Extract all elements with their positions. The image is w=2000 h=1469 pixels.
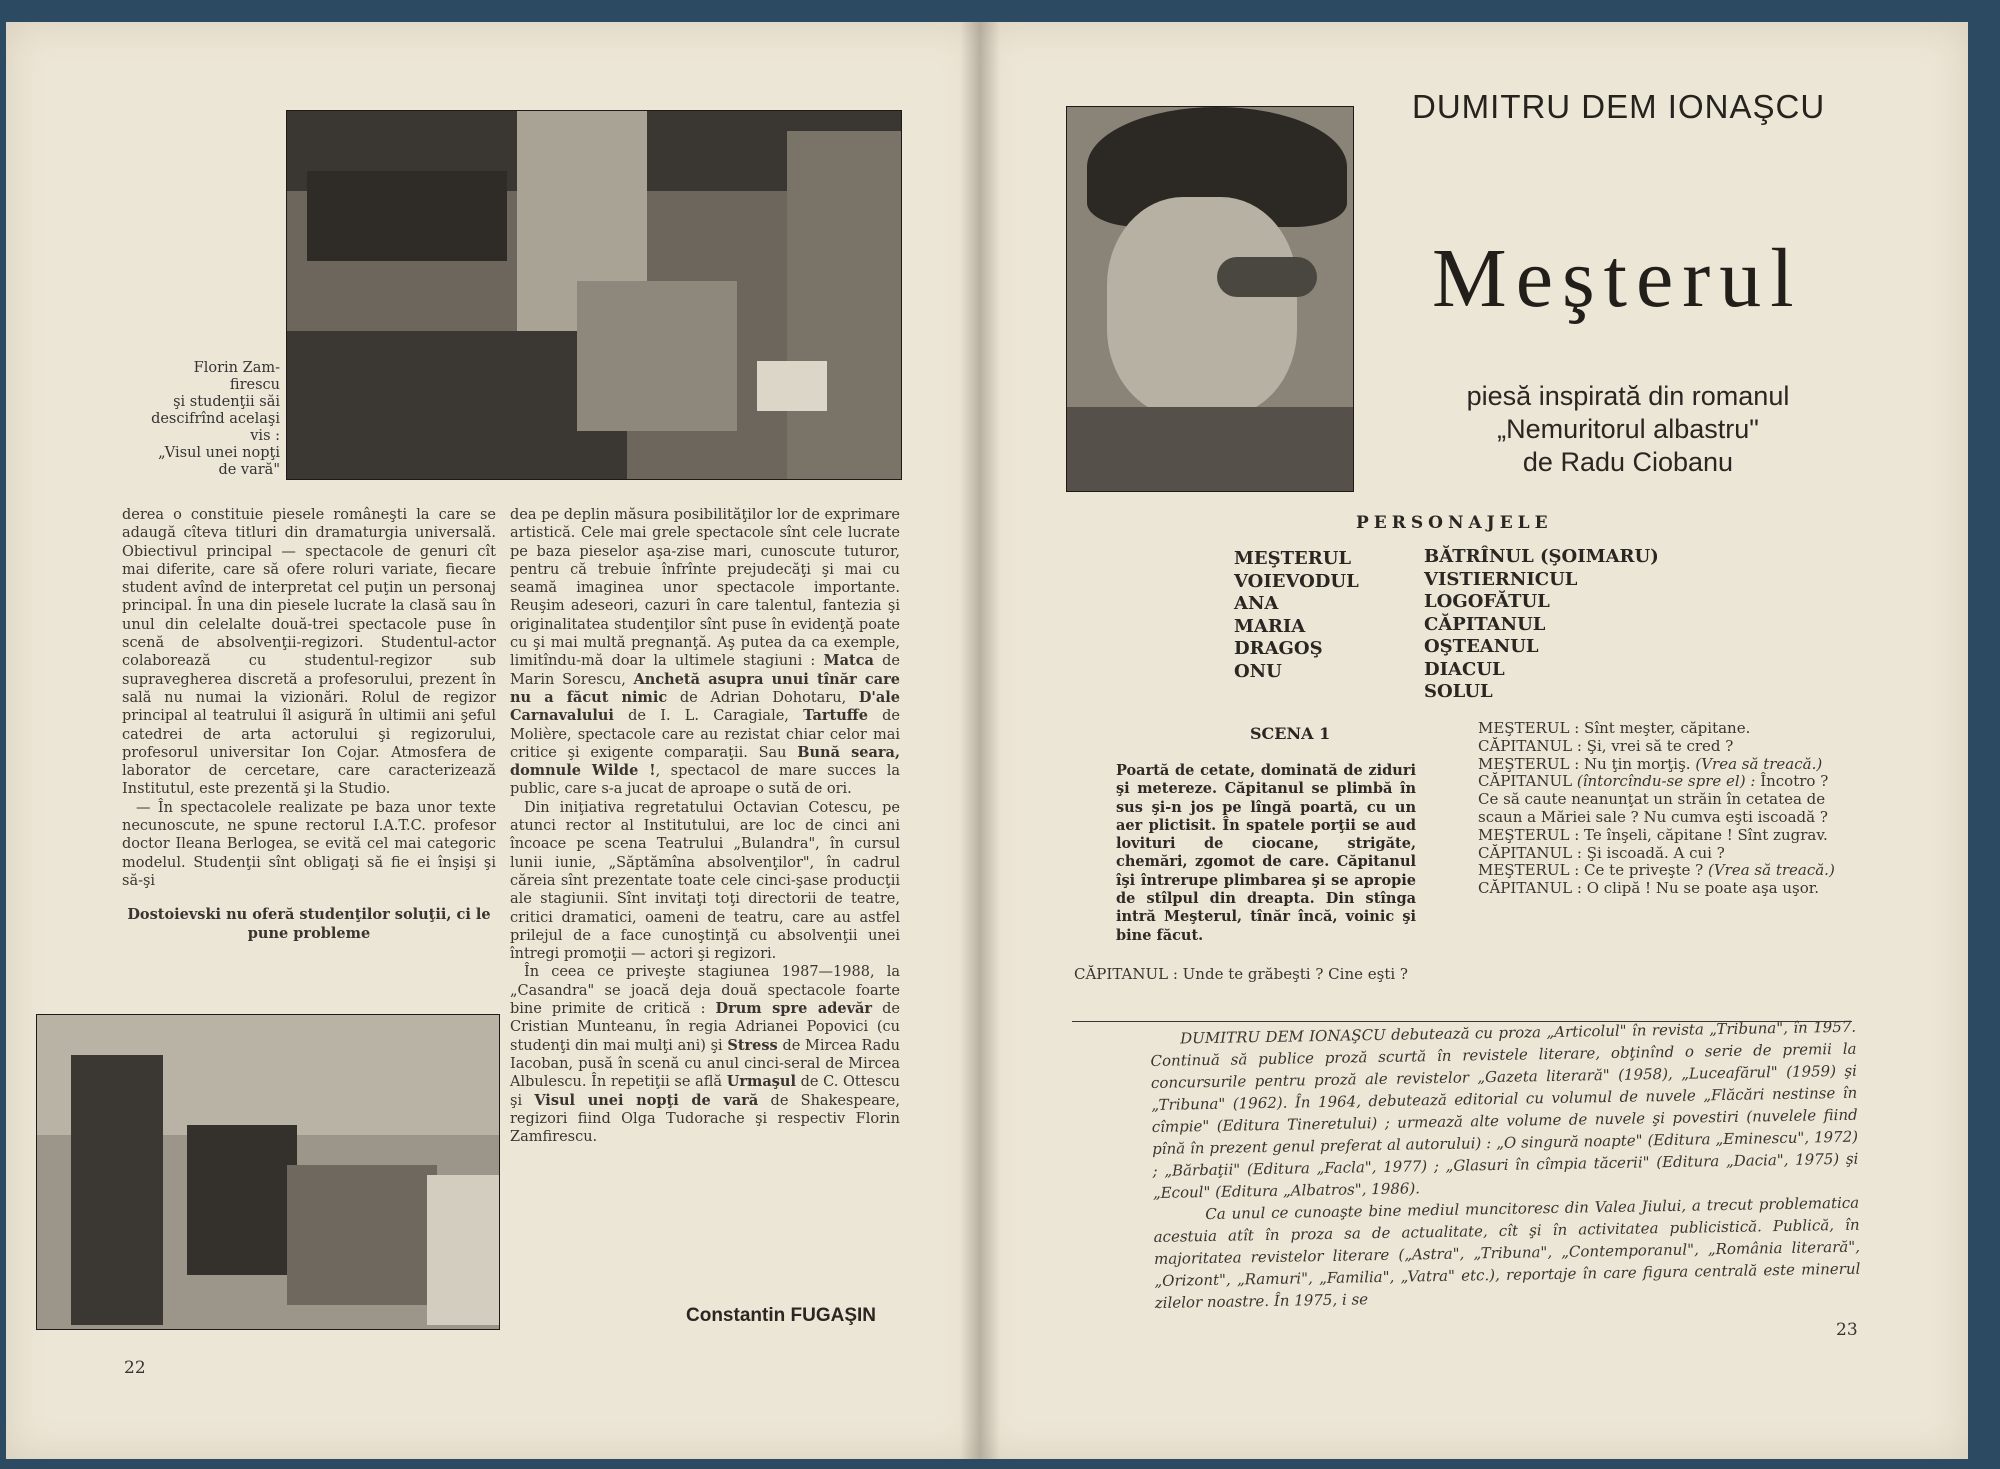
play-subtitle xyxy=(1408,380,1848,479)
dialogue-text: Ce te priveşte ? xyxy=(1584,861,1704,880)
character-name: MEŞTERUL xyxy=(1234,548,1352,569)
article-paragraph: derea o constituie piesele româneşti la care se adaugă cîteva titluri din dramaturgia universală. Obiectivul principal — spectacole de genuri cît mai diferite, care să ofere roluri variate, fiecare student avînd de interpretat cel puţin un personaj principal. În una din piesele lucrate la clasă sau în unul din celelalte două-trei spectacole puse în scenă de absolvenţii-regizori. Studentul-actor colaborează cu studentul-regizor sub supravegherea discretă a profesorului, prezent în sală nu numai la vizionări. Rolul de regizor principal al teatrului îl asigură în ultimii ani şeful catedrei de arta actorului şi regizorului, profesorul universitar Ion Cojar. Atmosfera de laborator de cercetare, care caracterizează Institutul, este prezentă şi la Studio. xyxy=(122,507,496,798)
dialogue-text: Sînt meşter, căpitane. xyxy=(1584,719,1751,737)
play-author: DUMITRU DEM IONAŞCU xyxy=(1412,88,1826,125)
speaker: MEŞTERUL : xyxy=(1478,825,1580,844)
speaker: MEŞTERUL : xyxy=(1478,861,1580,880)
photo-rehearsal xyxy=(36,1014,500,1330)
characters-list-right xyxy=(1424,546,1659,704)
article-signature: Constantin FUGAŞIN xyxy=(686,1305,876,1326)
article-paragraph: — În spectacolele realizate pe baza unor texte necunoscute, ne spune rectorul I.A.T.C. profesor doctor Ileana Berlogea, se evită cel mai categoric modelul. Studenţii sînt obligaţi să fie ei înşişi şi să-şi xyxy=(122,799,496,889)
bio-paragraph: Ca unul ce cunoaşte bine mediul muncitoresc din Valea Jiului, a trecut problematica acestuia atît în proza sa de actualitate, cît şi în activitatea publicistică. Publică, în majoritatea revistelor literare („Astra", „Tribuna", „Contemporanul", „România literară", „Orizont", „Ramuri", „Familia", „Vatra" etc.), reportaje în care figura centrală este minerul zilelor noastre. În 1975, i se xyxy=(1153,1193,1861,1312)
dialogue-line xyxy=(1478,827,1852,845)
character-name: LOGOFĂTUL xyxy=(1424,591,1550,612)
speaker: CĂPITANUL : xyxy=(1478,843,1582,862)
play-title: Anchetă asupra unui tînăr care nu a făcut nimic xyxy=(510,670,900,706)
speaker: MEŞTERUL : xyxy=(1478,754,1580,773)
speaker: CĂPITANUL xyxy=(1478,772,1573,791)
play-title: Drum spre adevăr xyxy=(715,1000,873,1018)
text-run: de I. L. Caragiale, xyxy=(613,708,804,725)
dialogue-line xyxy=(1478,738,1852,756)
characters-list-left xyxy=(1234,548,1359,683)
play-title-heading: Meşterul xyxy=(1432,232,1803,325)
caption-line: descifrînd acelaşi xyxy=(151,411,280,427)
text-run: de C. Ottescu şi xyxy=(510,1074,900,1109)
dialogue-text: Te înşeli, căpitane ! Sînt zugrav. xyxy=(1584,825,1828,844)
dialogue-line: CĂPITANUL : Unde te grăbeşti ? Cine eşti ? xyxy=(1074,965,1408,983)
characters-heading: PERSONAJELE xyxy=(1356,513,1553,533)
dialogue-line xyxy=(1478,720,1852,738)
subtitle-line: de Radu Ciobanu xyxy=(1522,447,1734,477)
caption-line: „Visul unei nopţi xyxy=(158,445,280,461)
article-paragraph: Din iniţiativa regretatului Octavian Cotescu, pe atunci rector al Institutului, are loc de cinci ani încoace pe scena Teatrului „Bulandra", în cursul lunii iunie, „Săptămîna absolvenţilor", în cadrul căreia sînt prezentate toate cele cinci-şase producţii ale stagiunii. Sînt invitaţi toţi directorii de teatre, critici dramatici, oameni de teatru, care au astfel prilejul de a face cunoştinţă cu absolvenţii unei întregi promoţii — actori şi regizori. xyxy=(510,799,900,963)
caption-line: şi studenţii săi xyxy=(173,394,280,410)
caption-line: de vară" xyxy=(218,462,280,478)
speaker: MEŞTERUL : xyxy=(1478,719,1580,737)
stage-note: (Vrea să treacă.) xyxy=(1707,861,1835,880)
play-title: Bună seara, domnule Wilde ! xyxy=(510,743,901,780)
caption-line: firescu xyxy=(229,377,280,393)
text-run: de Cristian Munteanu, în regia Adrianei Popovici (cu studenţi din mai mulţi ani) şi xyxy=(510,1001,900,1054)
speaker: CĂPITANUL : xyxy=(1478,879,1582,898)
play-title: Visul unei nopţi de vară xyxy=(534,1091,759,1109)
dialogue-text: Încotro ? Ce să caute neanunţat un străin în cetatea de scaun a Măriei sale ? Nu cumva eşti iscoadă ? xyxy=(1478,772,1829,826)
page-number-right: 23 xyxy=(1836,1320,1858,1340)
article-paragraph xyxy=(510,506,900,799)
play-title: Urmaşul xyxy=(726,1073,796,1091)
text-run: de Mircea Radu Iacoban, pusă în scenă cu anul cinci-seral de Mircea Albulescu. În repetiţii se află xyxy=(510,1037,900,1091)
play-title: Matca xyxy=(823,652,874,670)
character-name: ANA xyxy=(1234,593,1279,614)
photo-students-stage xyxy=(286,110,902,480)
article-paragraph xyxy=(510,963,900,1146)
dialogue-text: Nu ţin morţiş. xyxy=(1584,754,1691,773)
dialogue-line xyxy=(1478,756,1852,774)
character-name: MARIA xyxy=(1234,615,1306,637)
character-name: CĂPITANUL xyxy=(1424,613,1546,635)
text-run: de Marin Sorescu, xyxy=(510,653,900,688)
photo-caption xyxy=(130,360,280,479)
article-subheading: Dostoievski nu oferă studenţilor soluţii, ci le pune probleme xyxy=(127,906,491,942)
text-run: de Molière, spectacole care au rezistat chiar celor mai critice şi exigente comparaţii. Sau xyxy=(510,708,900,761)
dialogue-text: O clipă ! Nu se poate aşa uşor. xyxy=(1586,879,1820,898)
article-column-2 xyxy=(510,506,900,1146)
text-run: de Adrian Dohotaru, xyxy=(667,689,859,706)
play-title: Tartuffe xyxy=(803,707,868,725)
dialogue-left xyxy=(1074,966,1420,984)
author-biography xyxy=(1150,1016,1861,1314)
play-title: Stress xyxy=(727,1036,778,1054)
character-name: VISTIERNICUL xyxy=(1424,568,1578,590)
speaker: CĂPITANUL : xyxy=(1478,736,1582,755)
play-title: D'ale Carnavalului xyxy=(510,688,900,725)
caption-line: vis : xyxy=(250,428,280,444)
text-run: În ceea ce priveşte stagiunea 1987—1988, la „Casandra" se joacă deja două spectacole foarte bine primite de critică : xyxy=(510,964,900,1018)
text-run: dea pe deplin măsura posibilităţilor lor de exprimare artistică. Cele mai grele spectacole sînt cele lucrate pe baza pieselor aşa-zise mari, cunoscute tuturor, pentru că trebuie înfrînte prejudecăţi şi mai cu seamă imaginea unor spectacole importante. Reuşim adeseori, cazuri în care talentul, fantezia şi originalitatea studenţilor sînt puse în evidenţă poate cu şi mai multă pregnanţă. Aş putea da ca exemple, limitîndu-mă doar la ultimele stagiuni : xyxy=(510,507,900,670)
stage-note: (Vrea să treacă.) xyxy=(1695,754,1823,773)
stage-note: (întorcîndu-se spre el) : xyxy=(1576,772,1756,791)
article-column-1 xyxy=(122,506,496,943)
character-name: BĂTRÎNUL (ŞOIMARU) xyxy=(1424,546,1659,567)
author-portrait xyxy=(1066,106,1354,492)
stage-direction-text: Poartă de cetate, dominată de ziduri şi metereze. Căpitanul se plimbă în sus şi-n jos pe lîngă poartă, cu un aer plictisit. În spatele porţii se aud lovituri de ciocane, strigăte, chemări, zgomot de care. Căpitanul îşi întrerupe plimbarea şi se apropie de stîlpul din dreapta. Din stînga intră Meşterul, tînăr încă, voinic şi bine făcut. xyxy=(1116,762,1416,944)
dialogue-line xyxy=(1478,862,1852,880)
scene-title: SCENA 1 xyxy=(1250,724,1331,743)
subtitle-line: piesă inspirată din romanul xyxy=(1466,381,1790,411)
stage-direction xyxy=(1116,762,1416,945)
character-name: OŞTEANUL xyxy=(1424,636,1539,657)
character-name: ONU xyxy=(1234,660,1282,682)
character-name: DRAGOŞ xyxy=(1234,638,1323,659)
bio-paragraph: DUMITRU DEM IONAŞCU debutează cu proza „Articolul" în revista „Tribuna", în 1957. Continuă să publice proză scurtă în revistele literare, obţinînd o serie de premii la concursurile pentru proză ale revistelor „Gazeta literară" (1958), „Luceafărul" (1959) şi „Tribuna" (1962). În 1964, debutează editorial cu volumul de nuvele „Flăcări nestinse în cîmpie" (Editura Tineretului) ; urmează alte volume de nuvele şi povestiri (nuvelele fiind pînă în prezent genul preferat al autorului) : „O singură noapte" (Editura „Eminescu", 1972) ; „Bărbaţii" (Editura „Facla", 1977) ; „Glasuri în cîmpia tăcerii" (Editura „Dacia", 1975) şi „Ecoul" (Editura „Albatros", 1986). xyxy=(1150,1017,1859,1202)
caption-line: Florin Zam- xyxy=(193,360,280,376)
dialogue-line xyxy=(1478,845,1852,863)
character-name: VOIEVODUL xyxy=(1234,570,1359,592)
text-run: de Shakespeare, regizori fiind Olga Tudorache şi respectiv Florin Zamfirescu. xyxy=(510,1092,900,1146)
text-run: , spectacol de mare succes la public, care s-a jucat de aproape o sută de ori. xyxy=(510,763,900,798)
dialogue-line xyxy=(1478,880,1852,898)
dialogue-right xyxy=(1478,720,1852,898)
dialogue-line xyxy=(1478,773,1852,826)
dialogue-text: Şi iscoadă. A cui ? xyxy=(1586,843,1725,862)
book-spine xyxy=(960,22,1000,1459)
page-number-left: 22 xyxy=(124,1358,146,1378)
character-name: DIACUL xyxy=(1424,658,1505,680)
subtitle-line: „Nemuritorul albastru" xyxy=(1497,414,1759,444)
character-name: SOLUL xyxy=(1424,681,1493,702)
dialogue-text: Şi, vrei să te cred ? xyxy=(1586,736,1734,755)
